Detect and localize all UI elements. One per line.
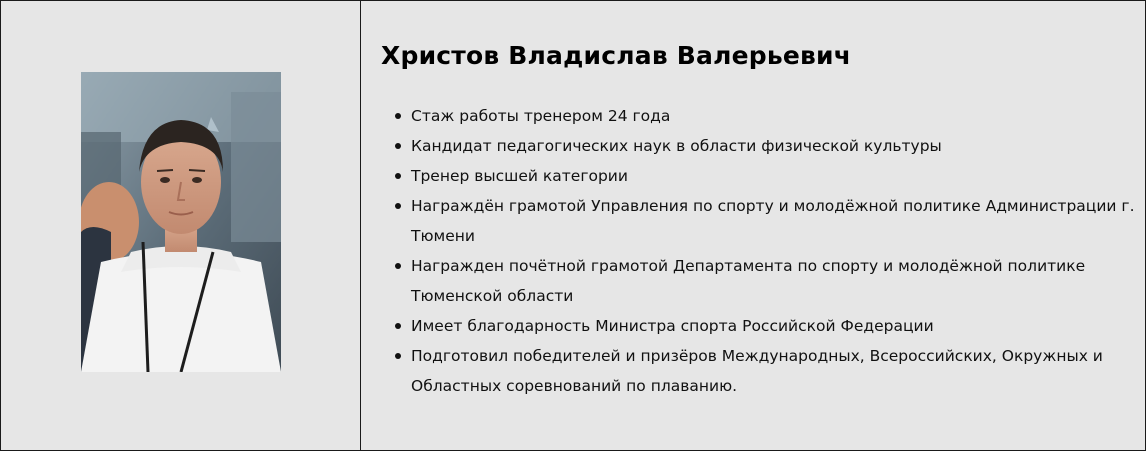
achievement-item: Имеет благодарность Министра спорта Российской Федерации — [411, 311, 1136, 341]
photo-column — [1, 1, 361, 450]
coach-name: Христов Владислав Валерьевич — [381, 41, 852, 70]
achievement-item: Кандидат педагогических наук в области физической культуры — [411, 131, 1136, 161]
achievement-item: Стаж работы тренером 24 года — [411, 101, 1136, 131]
achievement-item: Награжден почётной грамотой Департамента по спорту и молодёжной политике Тюменской области — [411, 251, 1136, 311]
achievement-item: Награждён грамотой Управления по спорту и молодёжной политике Администрации г. Тюмени — [411, 191, 1136, 251]
coach-photo — [81, 72, 281, 372]
achievements-list — [411, 101, 1136, 401]
info-column — [361, 1, 1145, 450]
achievement-item: Тренер высшей категории — [411, 161, 1136, 191]
achievement-item: Подготовил победителей и призёров Международных, Всероссийских, Окружных и Областных соревнований по плаванию. — [411, 341, 1136, 401]
